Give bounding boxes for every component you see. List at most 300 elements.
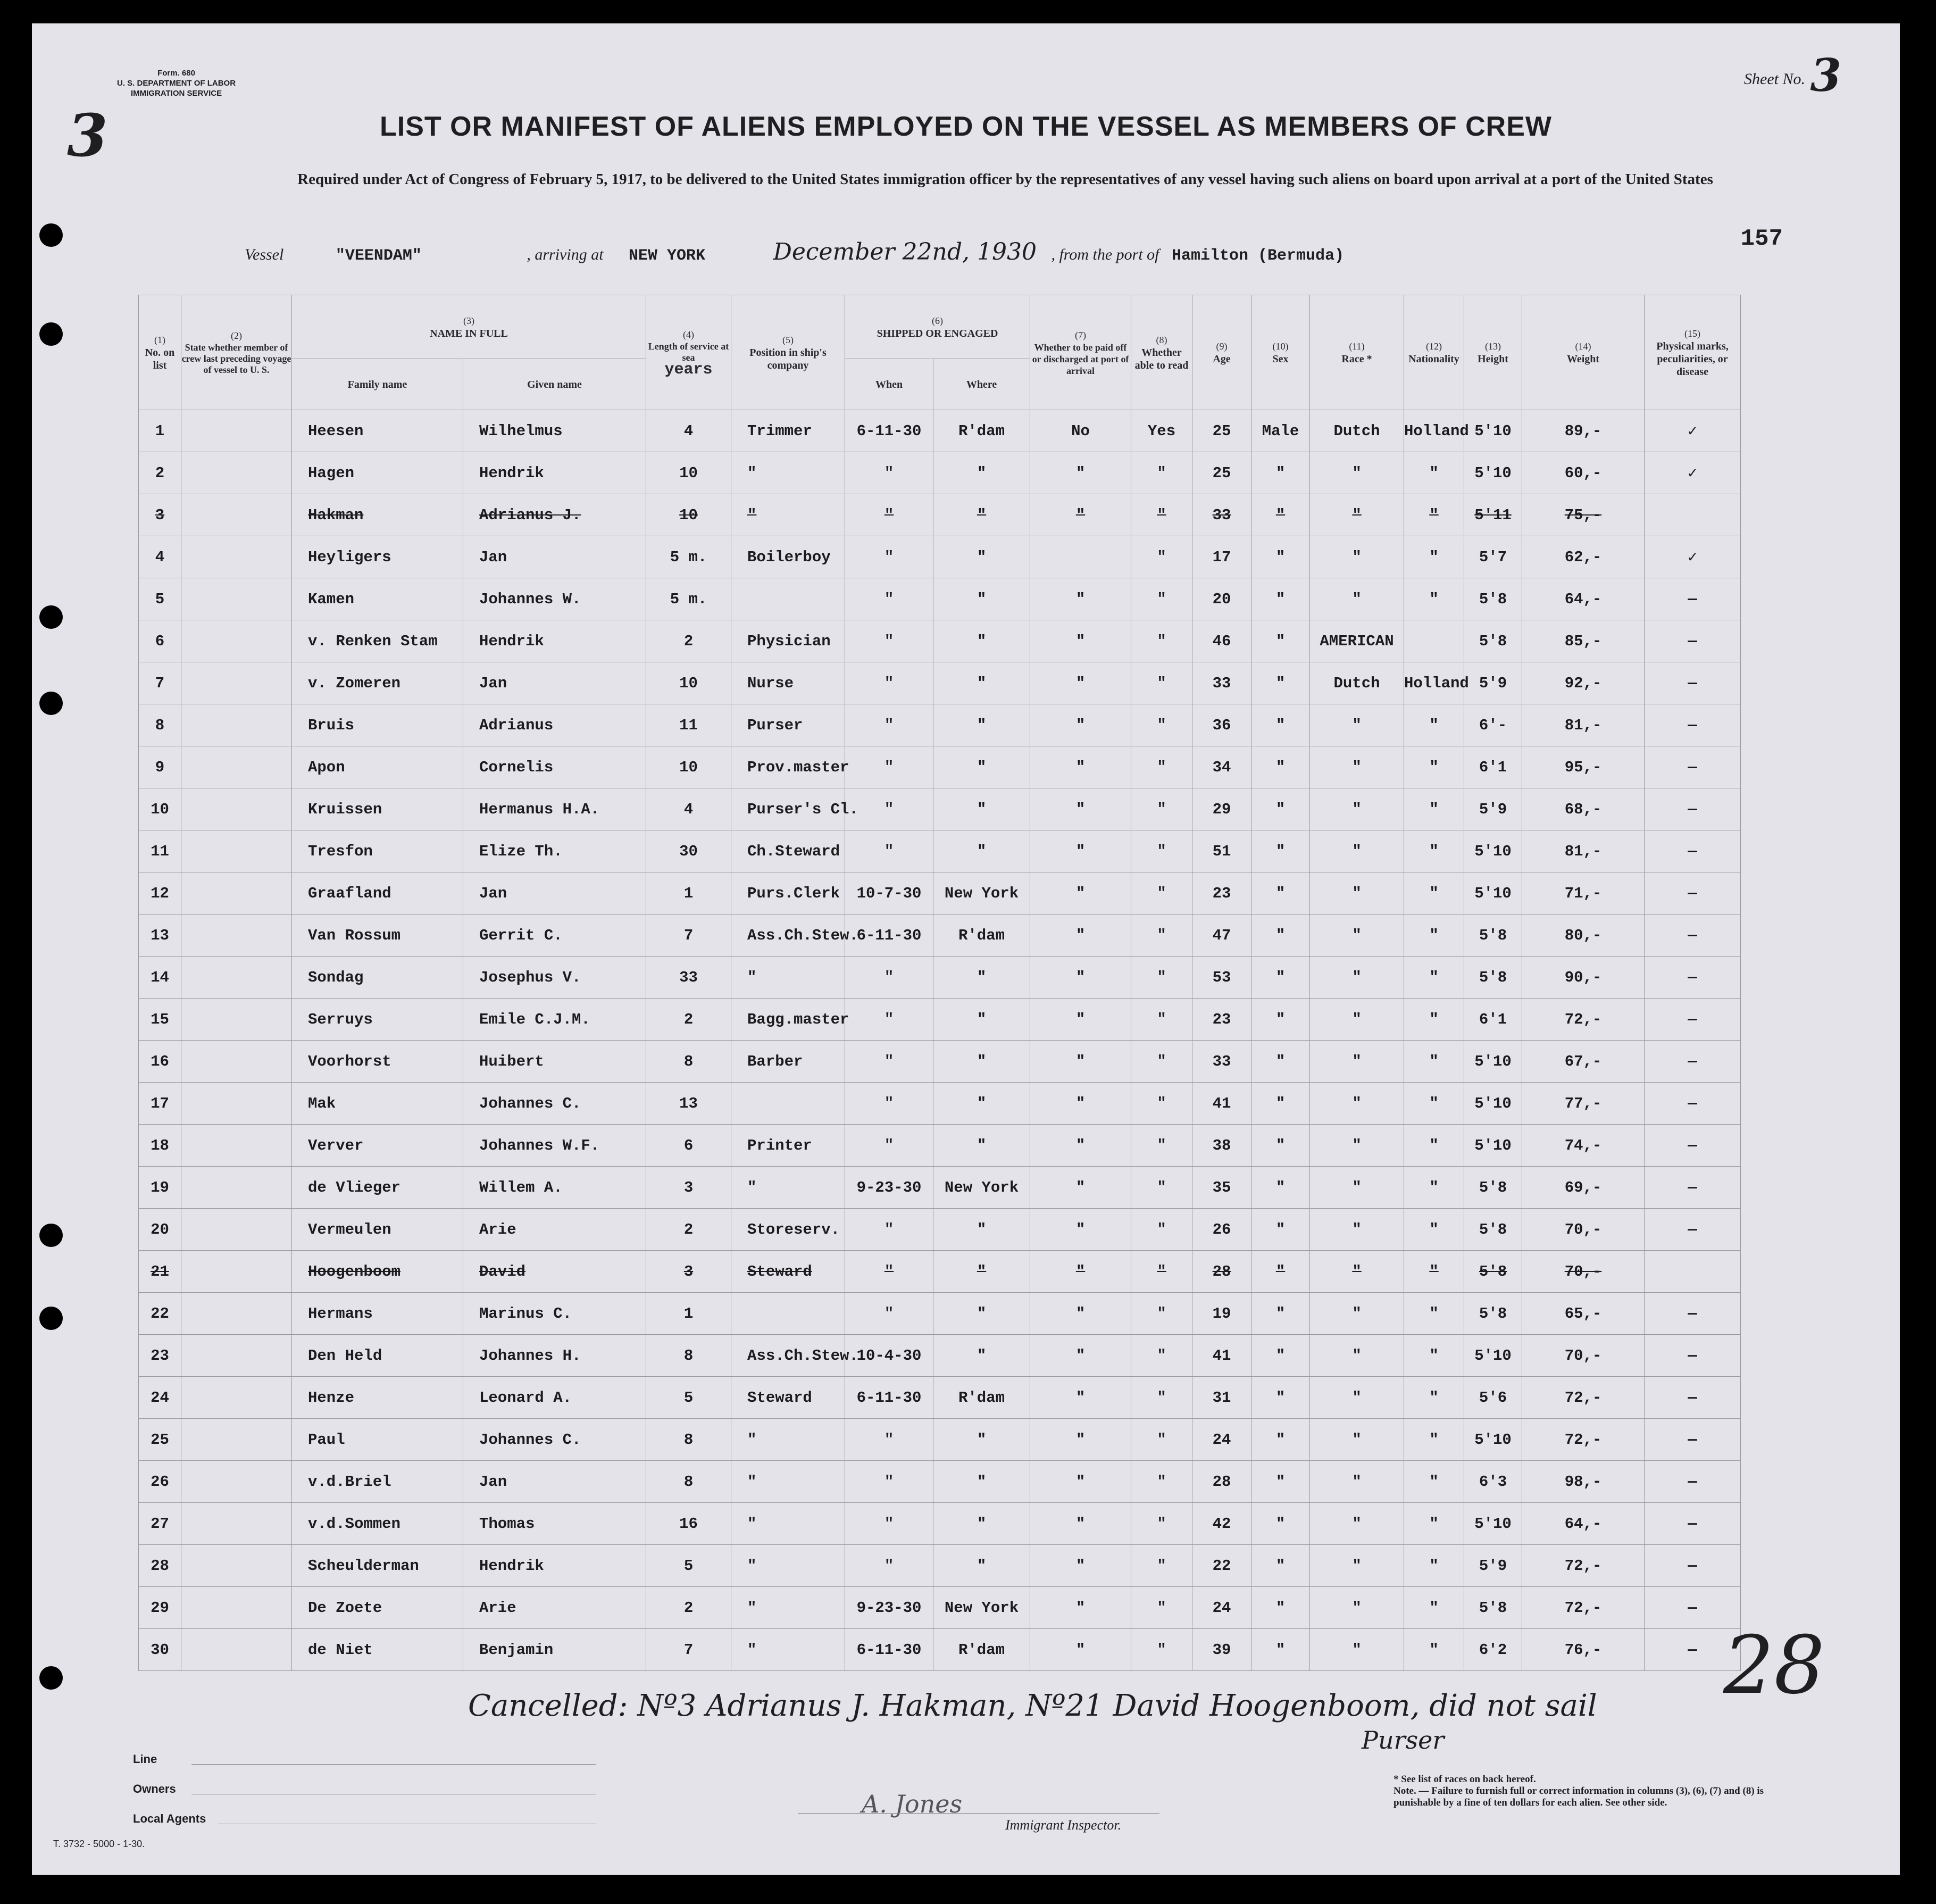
given-name-cell: Wilhelmus	[463, 410, 646, 452]
col-header-no: (1) No. on list	[139, 295, 181, 410]
given-name-cell: Arie	[463, 1587, 646, 1629]
shipped-when-cell: 10-7-30	[845, 872, 933, 914]
shipped-where-cell: "	[933, 1503, 1030, 1545]
shipped-when-cell: 9-23-30	[845, 1587, 933, 1629]
position-cell: "	[731, 1461, 845, 1503]
race-cell: "	[1310, 1545, 1404, 1587]
previous-voyage-cell	[181, 872, 292, 914]
shipped-where-cell: "	[933, 746, 1030, 788]
age-cell: 28	[1192, 1461, 1251, 1503]
able-to-read-cell: "	[1131, 1335, 1192, 1377]
family-name-cell: Verver	[292, 1125, 463, 1167]
given-name-cell: Arie	[463, 1209, 646, 1251]
physical-marks-cell: —	[1645, 1167, 1741, 1209]
physical-marks-cell: —	[1645, 1125, 1741, 1167]
previous-voyage-cell	[181, 1083, 292, 1125]
able-to-read-cell: "	[1131, 662, 1192, 704]
service-length-cell: 8	[646, 1419, 731, 1461]
row-number-cell: 11	[139, 830, 181, 872]
position-cell: Ass.Ch.Stew.	[731, 1335, 845, 1377]
sex-cell: "	[1251, 494, 1310, 536]
age-cell: 17	[1192, 536, 1251, 578]
punch-hole	[39, 1666, 63, 1690]
table-row	[139, 704, 1741, 746]
nationality-cell: "	[1404, 1335, 1464, 1377]
paid-off-cell: "	[1030, 999, 1131, 1041]
physical-marks-cell: —	[1645, 830, 1741, 872]
service-length-cell: 6	[646, 1125, 731, 1167]
row-number-cell: 21	[139, 1251, 181, 1293]
paid-off-cell: "	[1030, 1545, 1131, 1587]
given-name-cell: Jan	[463, 872, 646, 914]
col-header-age: (9) Age	[1192, 295, 1251, 410]
height-cell: 6'1	[1464, 746, 1522, 788]
nationality-cell: "	[1404, 494, 1464, 536]
able-to-read-cell: "	[1131, 1293, 1192, 1335]
line-label: Line	[133, 1752, 157, 1766]
family-name-cell: Bruis	[292, 704, 463, 746]
previous-voyage-cell	[181, 494, 292, 536]
service-length-cell: 5 m.	[646, 578, 731, 620]
col-header-service: (4) Length of service at sea years	[646, 295, 731, 410]
family-name-cell: de Vlieger	[292, 1167, 463, 1209]
physical-marks-cell: —	[1645, 1503, 1741, 1545]
family-name-cell: Scheulderman	[292, 1545, 463, 1587]
position-cell: Ass.Ch.Stew.	[731, 914, 845, 957]
race-cell: "	[1310, 914, 1404, 957]
position-cell: "	[731, 1587, 845, 1629]
able-to-read-cell: "	[1131, 1461, 1192, 1503]
position-cell: "	[731, 1545, 845, 1587]
height-cell: 6'1	[1464, 999, 1522, 1041]
sex-cell: "	[1251, 1125, 1310, 1167]
sex-cell: "	[1251, 1167, 1310, 1209]
shipped-where-cell: R'dam	[933, 914, 1030, 957]
age-cell: 23	[1192, 999, 1251, 1041]
given-name-cell: Johannes H.	[463, 1335, 646, 1377]
shipped-when-cell: "	[845, 452, 933, 494]
weight-cell: 69,-	[1522, 1167, 1645, 1209]
given-name-cell: Hendrik	[463, 620, 646, 662]
able-to-read-cell: "	[1131, 1083, 1192, 1125]
able-to-read-cell: "	[1131, 788, 1192, 830]
position-cell: Printer	[731, 1125, 845, 1167]
position-cell: Purs.Clerk	[731, 872, 845, 914]
inspector-label: Immigrant Inspector.	[1005, 1817, 1122, 1833]
shipped-where-cell: "	[933, 1041, 1030, 1083]
race-cell: "	[1310, 746, 1404, 788]
col-header-position: (5) Position in ship's company	[731, 295, 845, 410]
table-row	[139, 662, 1741, 704]
physical-marks-cell: —	[1645, 704, 1741, 746]
shipped-when-cell: "	[845, 1041, 933, 1083]
previous-voyage-cell	[181, 914, 292, 957]
previous-voyage-cell	[181, 1251, 292, 1293]
race-cell: "	[1310, 957, 1404, 999]
table-row	[139, 1629, 1741, 1671]
arriving-port: NEW YORK	[629, 247, 706, 265]
family-name-cell: Heesen	[292, 410, 463, 452]
punch-hole	[39, 223, 63, 247]
given-name-cell: Jan	[463, 536, 646, 578]
physical-marks-cell: —	[1645, 662, 1741, 704]
sex-cell: "	[1251, 1293, 1310, 1335]
corner-handwritten-number: 3	[67, 101, 108, 170]
weight-cell: 75,-	[1522, 494, 1645, 536]
physical-marks-cell: —	[1645, 1083, 1741, 1125]
race-cell: "	[1310, 999, 1404, 1041]
shipped-where-cell: "	[933, 830, 1030, 872]
row-number-cell: 22	[139, 1293, 181, 1335]
nationality-cell: "	[1404, 1461, 1464, 1503]
height-cell: 5'9	[1464, 662, 1522, 704]
col-header-sex: (10) Sex	[1251, 295, 1310, 410]
arrival-date: December 22nd, 1930	[773, 238, 1037, 265]
service-length-cell: 8	[646, 1041, 731, 1083]
nationality-cell: "	[1404, 1419, 1464, 1461]
shipped-where-cell: "	[933, 1209, 1030, 1251]
sex-cell: "	[1251, 957, 1310, 999]
shipped-where-cell: R'dam	[933, 410, 1030, 452]
height-cell: 5'10	[1464, 830, 1522, 872]
weight-cell: 76,-	[1522, 1629, 1645, 1671]
given-name-cell: Jan	[463, 1461, 646, 1503]
age-cell: 29	[1192, 788, 1251, 830]
race-cell: "	[1310, 1335, 1404, 1377]
punch-hole	[39, 1307, 63, 1330]
shipped-where-cell: "	[933, 999, 1030, 1041]
weight-cell: 72,-	[1522, 1545, 1645, 1587]
previous-voyage-cell	[181, 704, 292, 746]
physical-marks-cell: —	[1645, 1293, 1741, 1335]
physical-marks-cell: ✓	[1645, 410, 1741, 452]
row-number-cell: 24	[139, 1377, 181, 1419]
race-cell: "	[1310, 704, 1404, 746]
given-name-cell: Willem A.	[463, 1167, 646, 1209]
age-cell: 34	[1192, 746, 1251, 788]
paid-off-cell: "	[1030, 1125, 1131, 1167]
position-cell: Prov.master	[731, 746, 845, 788]
shipped-where-cell: "	[933, 1125, 1030, 1167]
weight-cell: 62,-	[1522, 536, 1645, 578]
department-name: U. S. DEPARTMENT OF LABOR	[117, 79, 236, 88]
able-to-read-cell: "	[1131, 578, 1192, 620]
family-name-cell: Henze	[292, 1377, 463, 1419]
shipped-when-cell: 6-11-30	[845, 914, 933, 957]
shipped-when-cell: "	[845, 1419, 933, 1461]
given-name-cell: Huibert	[463, 1041, 646, 1083]
service-length-cell: 30	[646, 830, 731, 872]
able-to-read-cell: "	[1131, 957, 1192, 999]
col-header-marks: (15) Physical marks, peculiarities, or disease	[1645, 295, 1741, 410]
given-name-cell: Leonard A.	[463, 1377, 646, 1419]
paid-off-cell: "	[1030, 662, 1131, 704]
service-length-cell: 4	[646, 410, 731, 452]
sex-cell: "	[1251, 1629, 1310, 1671]
position-cell: Boilerboy	[731, 536, 845, 578]
previous-voyage-cell	[181, 830, 292, 872]
race-cell: "	[1310, 788, 1404, 830]
shipped-where-cell: "	[933, 620, 1030, 662]
shipped-when-cell: 6-11-30	[845, 1629, 933, 1671]
weight-cell: 70,-	[1522, 1251, 1645, 1293]
table-row	[139, 999, 1741, 1041]
height-cell: 5'10	[1464, 1335, 1522, 1377]
age-cell: 33	[1192, 494, 1251, 536]
nationality-cell: "	[1404, 704, 1464, 746]
paid-off-cell: No	[1030, 410, 1131, 452]
nationality-cell: "	[1404, 578, 1464, 620]
row-number-cell: 30	[139, 1629, 181, 1671]
shipped-where-cell: "	[933, 1293, 1030, 1335]
service-length-cell: 16	[646, 1503, 731, 1545]
race-cell: "	[1310, 1377, 1404, 1419]
physical-marks-cell: —	[1645, 746, 1741, 788]
sex-cell: "	[1251, 1377, 1310, 1419]
age-cell: 46	[1192, 620, 1251, 662]
service-length-cell: 2	[646, 1587, 731, 1629]
punch-hole	[39, 1224, 63, 1247]
height-cell: 5'10	[1464, 1503, 1522, 1545]
table-row	[139, 452, 1741, 494]
service-length-cell: 1	[646, 1293, 731, 1335]
able-to-read-cell: "	[1131, 1251, 1192, 1293]
service-length-cell: 8	[646, 1335, 731, 1377]
family-name-cell: v. Zomeren	[292, 662, 463, 704]
family-name-cell: Sondag	[292, 957, 463, 999]
table-row	[139, 620, 1741, 662]
position-cell: Bagg.master	[731, 999, 845, 1041]
family-name-cell: Hakman	[292, 494, 463, 536]
able-to-read-cell: "	[1131, 536, 1192, 578]
shipped-where-cell: "	[933, 494, 1030, 536]
age-cell: 24	[1192, 1419, 1251, 1461]
weight-cell: 64,-	[1522, 578, 1645, 620]
able-to-read-cell: "	[1131, 1545, 1192, 1587]
family-name-cell: Voorhorst	[292, 1041, 463, 1083]
race-cell: "	[1310, 1461, 1404, 1503]
row-number-cell: 1	[139, 410, 181, 452]
height-cell: 5'8	[1464, 620, 1522, 662]
height-cell: 5'8	[1464, 1167, 1522, 1209]
table-row	[139, 1377, 1741, 1419]
shipped-where-cell: New York	[933, 1167, 1030, 1209]
service-length-cell: 3	[646, 1251, 731, 1293]
sex-cell: Male	[1251, 410, 1310, 452]
shipped-when-cell: 10-4-30	[845, 1335, 933, 1377]
height-cell: 5'8	[1464, 1587, 1522, 1629]
previous-voyage-cell	[181, 1041, 292, 1083]
height-cell: 5'9	[1464, 788, 1522, 830]
race-cell: "	[1310, 1587, 1404, 1629]
position-cell: Steward	[731, 1377, 845, 1419]
position-cell: Physician	[731, 620, 845, 662]
able-to-read-cell: "	[1131, 746, 1192, 788]
previous-voyage-cell	[181, 999, 292, 1041]
position-cell: Barber	[731, 1041, 845, 1083]
height-cell: 5'8	[1464, 957, 1522, 999]
shipped-when-cell: "	[845, 788, 933, 830]
vessel-label: Vessel	[245, 246, 284, 263]
weight-cell: 64,-	[1522, 1503, 1645, 1545]
shipped-when-cell: "	[845, 1251, 933, 1293]
owners-label: Owners	[133, 1782, 176, 1795]
height-cell: 5'7	[1464, 536, 1522, 578]
family-name-cell: Vermeulen	[292, 1209, 463, 1251]
weight-cell: 95,-	[1522, 746, 1645, 788]
previous-voyage-cell	[181, 578, 292, 620]
given-name-cell: Thomas	[463, 1503, 646, 1545]
paid-off-cell: "	[1030, 452, 1131, 494]
weight-cell: 60,-	[1522, 452, 1645, 494]
sex-cell: "	[1251, 578, 1310, 620]
table-row	[139, 1251, 1741, 1293]
row-number-cell: 14	[139, 957, 181, 999]
service-length-cell: 10	[646, 746, 731, 788]
nationality-cell: "	[1404, 1125, 1464, 1167]
fine-note: Note. — Failure to furnish full or correct information in columns (3), (6), (7) and (8) is punishable by a fine of ten dollars for each alien. See other side.	[1393, 1785, 1764, 1808]
paid-off-cell: "	[1030, 872, 1131, 914]
sex-cell: "	[1251, 830, 1310, 872]
row-number-cell: 3	[139, 494, 181, 536]
service-length-cell: 7	[646, 1629, 731, 1671]
table-row	[139, 1461, 1741, 1503]
weight-cell: 90,-	[1522, 957, 1645, 999]
vessel-name: "VEENDAM"	[335, 247, 422, 265]
able-to-read-cell: "	[1131, 1629, 1192, 1671]
row-number-cell: 28	[139, 1545, 181, 1587]
family-name-cell: Kamen	[292, 578, 463, 620]
age-cell: 31	[1192, 1377, 1251, 1419]
able-to-read-cell: "	[1131, 830, 1192, 872]
shipped-when-cell: "	[845, 1209, 933, 1251]
age-cell: 47	[1192, 914, 1251, 957]
col-header-name: (3) NAME IN FULL	[292, 295, 646, 359]
race-cell: "	[1310, 1125, 1404, 1167]
table-row	[139, 872, 1741, 914]
age-cell: 25	[1192, 410, 1251, 452]
able-to-read-cell: "	[1131, 494, 1192, 536]
given-name-cell: Jan	[463, 662, 646, 704]
nationality-cell: "	[1404, 1503, 1464, 1545]
weight-cell: 81,-	[1522, 830, 1645, 872]
age-cell: 33	[1192, 662, 1251, 704]
table-row	[139, 1083, 1741, 1125]
physical-marks-cell: —	[1645, 957, 1741, 999]
position-cell	[731, 578, 845, 620]
table-row	[139, 1335, 1741, 1377]
physical-marks-cell: ✓	[1645, 452, 1741, 494]
row-number-cell: 15	[139, 999, 181, 1041]
shipped-when-cell: "	[845, 578, 933, 620]
nationality-cell	[1404, 620, 1464, 662]
height-cell: 5'10	[1464, 410, 1522, 452]
given-name-cell: Cornelis	[463, 746, 646, 788]
age-cell: 20	[1192, 578, 1251, 620]
sex-cell: "	[1251, 1251, 1310, 1293]
table-row	[139, 1545, 1741, 1587]
previous-voyage-cell	[181, 536, 292, 578]
position-cell	[731, 1083, 845, 1125]
position-cell: "	[731, 1503, 845, 1545]
height-cell: 5'10	[1464, 1041, 1522, 1083]
age-cell: 39	[1192, 1629, 1251, 1671]
age-cell: 53	[1192, 957, 1251, 999]
paid-off-cell: "	[1030, 788, 1131, 830]
row-number-cell: 10	[139, 788, 181, 830]
nationality-cell: "	[1404, 1041, 1464, 1083]
table-row	[139, 536, 1741, 578]
previous-voyage-cell	[181, 1377, 292, 1419]
paid-off-cell: "	[1030, 1377, 1131, 1419]
able-to-read-cell: "	[1131, 1587, 1192, 1629]
manifest-sheet	[32, 23, 1900, 1875]
physical-marks-cell: —	[1645, 1041, 1741, 1083]
shipped-where-cell: "	[933, 452, 1030, 494]
previous-voyage-cell	[181, 957, 292, 999]
purser-signature-label: Purser	[1362, 1726, 1445, 1755]
physical-marks-cell: —	[1645, 1461, 1741, 1503]
shipped-when-cell: "	[845, 746, 933, 788]
height-cell: 5'9	[1464, 1545, 1522, 1587]
physical-marks-cell: —	[1645, 578, 1741, 620]
punch-hole	[39, 692, 63, 715]
race-cell: "	[1310, 1629, 1404, 1671]
row-number-cell: 4	[139, 536, 181, 578]
age-cell: 23	[1192, 872, 1251, 914]
family-name-cell: Kruissen	[292, 788, 463, 830]
crew-rows	[139, 410, 1741, 1671]
family-name-cell: Heyligers	[292, 536, 463, 578]
nationality-cell: "	[1404, 1293, 1464, 1335]
sex-cell: "	[1251, 1419, 1310, 1461]
row-number-cell: 16	[139, 1041, 181, 1083]
race-cell: "	[1310, 1503, 1404, 1545]
row-number-cell: 29	[139, 1587, 181, 1629]
age-cell: 19	[1192, 1293, 1251, 1335]
row-number-cell: 26	[139, 1461, 181, 1503]
table-row	[139, 830, 1741, 872]
table-row	[139, 1125, 1741, 1167]
position-cell: "	[731, 1629, 845, 1671]
position-cell: "	[731, 957, 845, 999]
race-cell: "	[1310, 1083, 1404, 1125]
table-row	[139, 1419, 1741, 1461]
service-length-cell: 2	[646, 620, 731, 662]
table-row	[139, 1587, 1741, 1629]
position-cell: Nurse	[731, 662, 845, 704]
sex-cell: "	[1251, 620, 1310, 662]
race-cell: AMERICAN	[1310, 620, 1404, 662]
race-cell: "	[1310, 1209, 1404, 1251]
age-cell: 24	[1192, 1587, 1251, 1629]
paid-off-cell: "	[1030, 704, 1131, 746]
page-number: 157	[1740, 226, 1783, 252]
family-name-cell: Mak	[292, 1083, 463, 1125]
previous-voyage-cell	[181, 1629, 292, 1671]
given-name-cell: David	[463, 1251, 646, 1293]
height-cell: 5'8	[1464, 1209, 1522, 1251]
given-name-cell: Gerrit C.	[463, 914, 646, 957]
shipped-where-cell: "	[933, 662, 1030, 704]
given-name-cell: Hermanus H.A.	[463, 788, 646, 830]
previous-voyage-cell	[181, 1545, 292, 1587]
col-header-when: When	[845, 359, 933, 410]
race-cell: "	[1310, 578, 1404, 620]
paid-off-cell: "	[1030, 1167, 1131, 1209]
inspector-rule	[798, 1813, 1159, 1814]
crew-count-handwritten: 28	[1723, 1619, 1825, 1712]
